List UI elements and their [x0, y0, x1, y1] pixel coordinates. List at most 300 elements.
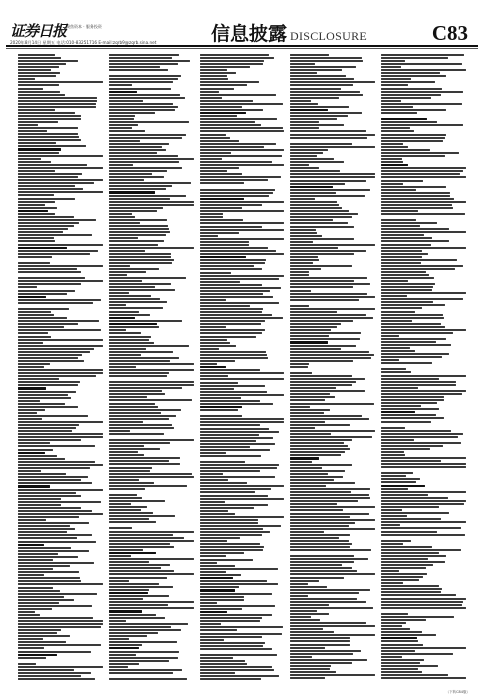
text-line: [109, 604, 168, 606]
text-line: [381, 405, 421, 407]
text-line: [381, 66, 401, 68]
text-line: [290, 488, 370, 490]
text-line: [381, 628, 410, 630]
text-line: [381, 301, 433, 303]
text-line: [290, 668, 330, 670]
text-line: [290, 115, 348, 117]
text-line: [109, 75, 181, 77]
text-line: [290, 247, 338, 249]
text-line: [18, 439, 81, 441]
text-line: [18, 418, 42, 420]
text-line: [200, 256, 247, 258]
text-line: [109, 118, 135, 120]
text-line: [18, 608, 52, 610]
text-line: [18, 602, 59, 604]
text-line: [109, 457, 180, 459]
text-line: [200, 106, 242, 108]
text-line: [290, 140, 337, 142]
text-line: [290, 396, 334, 398]
text-line: [381, 390, 466, 392]
text-line: [18, 479, 81, 481]
text-line: [381, 579, 418, 581]
text-line: [381, 478, 419, 480]
text-line: [200, 143, 277, 145]
text-line: [18, 470, 41, 472]
text-line: [109, 277, 187, 279]
text-line: [290, 534, 350, 536]
text-line: [200, 540, 228, 542]
text-line: [290, 640, 349, 642]
text-line: [290, 516, 350, 518]
text-line: [18, 103, 96, 105]
text-line: [109, 409, 181, 411]
text-line: [381, 356, 442, 358]
text-line: [18, 296, 46, 298]
text-line: [18, 194, 54, 196]
text-line: [109, 301, 168, 303]
text-line: [290, 589, 369, 591]
text-line: [290, 326, 337, 328]
text-line: [381, 582, 403, 584]
text-line: [109, 137, 182, 139]
text-line: [200, 290, 271, 292]
text-line: [200, 491, 255, 493]
text-line: [290, 244, 375, 246]
text-line: [18, 268, 77, 270]
text-line: [200, 284, 262, 286]
text-line: [290, 109, 327, 111]
text-line: [290, 522, 355, 524]
text-line: [200, 146, 265, 148]
text-line: [290, 280, 354, 282]
text-line: [381, 81, 435, 83]
text-line: [200, 608, 243, 610]
text-line: [290, 253, 354, 255]
text-line: [290, 399, 325, 401]
text-line: [290, 345, 355, 347]
text-line: [109, 366, 136, 368]
text-line: [109, 546, 174, 548]
text-line: [381, 417, 444, 419]
text-line: [200, 378, 285, 380]
text-line: [290, 622, 366, 624]
page-code: C83: [431, 21, 468, 45]
text-line: [109, 115, 135, 117]
text-line: [290, 552, 309, 554]
text-line: [18, 391, 76, 393]
text-line: [290, 201, 336, 203]
text-line: [381, 430, 451, 432]
text-line: [200, 189, 275, 191]
text-line: [18, 476, 88, 478]
text-line: [381, 60, 405, 62]
text-line: [109, 191, 155, 193]
text-line: [200, 232, 239, 234]
text-line: [200, 412, 224, 414]
text-line: [200, 403, 274, 405]
text-line: [290, 103, 317, 105]
text-line: [290, 381, 356, 383]
text-line: [18, 133, 78, 135]
text-line: [18, 629, 61, 631]
text-line: [18, 473, 66, 475]
text-line: [109, 130, 145, 132]
text-line: [290, 580, 318, 582]
text-line: [18, 593, 97, 595]
text-line: [18, 412, 37, 414]
text-line: [290, 167, 319, 169]
text-line: [18, 247, 67, 249]
text-line: [200, 629, 238, 631]
text-line: [18, 599, 74, 601]
text-line: [381, 329, 466, 331]
text-line: [109, 307, 163, 309]
text-line: [200, 421, 285, 423]
text-line: [18, 611, 35, 613]
text-line: [200, 633, 283, 635]
text-line: [381, 445, 443, 447]
text-line: [381, 341, 436, 343]
text-line: [18, 305, 95, 307]
text-line: [381, 69, 466, 71]
text-line: [18, 351, 90, 353]
text-line: [109, 320, 182, 322]
text-line: [200, 666, 272, 668]
text-line: [109, 78, 178, 80]
text-line: [200, 342, 231, 344]
text-line: [290, 192, 336, 194]
text-line: [381, 466, 466, 468]
text-line: [18, 565, 70, 567]
text-line: [18, 580, 81, 582]
text-line: [290, 271, 309, 273]
text-line: [18, 222, 79, 224]
text-line: [290, 332, 360, 334]
text-line: [18, 78, 35, 80]
text-line: [381, 222, 437, 224]
text-line: [381, 115, 459, 117]
text-line: [290, 628, 323, 630]
text-line: [18, 519, 46, 521]
text-line: [109, 81, 173, 83]
text-line: [18, 577, 80, 579]
text-line: [381, 237, 432, 239]
text-line: [290, 369, 359, 371]
text-line: [109, 326, 160, 328]
text-line: [381, 277, 434, 279]
text-line: [18, 308, 69, 310]
text-line: [18, 170, 55, 172]
text-line: [200, 296, 274, 298]
text-line: [200, 363, 217, 365]
text-line: [200, 507, 255, 509]
text-line: [200, 485, 284, 487]
text-line: [109, 378, 181, 380]
text-line: [290, 525, 348, 527]
text-line: [290, 424, 350, 426]
text-line: [18, 675, 81, 677]
text-line: [290, 650, 361, 652]
text-line: [290, 461, 311, 463]
text-line: [381, 448, 429, 450]
text-line: [381, 195, 450, 197]
text-line: [381, 186, 446, 188]
text-line: [200, 323, 262, 325]
text-line: [18, 363, 50, 365]
text-line: [18, 394, 68, 396]
text-line: [109, 384, 194, 386]
text-line: [290, 296, 375, 298]
text-line: [381, 457, 466, 459]
text-line: [18, 651, 91, 653]
text-line: [18, 400, 40, 402]
text-line: [18, 72, 60, 74]
text-line: [200, 176, 281, 178]
text-line: [290, 226, 353, 228]
text-line: [290, 470, 345, 472]
section-title: [211, 19, 367, 46]
text-line: [109, 403, 156, 405]
text-line: [200, 134, 226, 136]
text-line: [381, 158, 402, 160]
text-line: [290, 124, 344, 126]
text-line: [381, 601, 463, 603]
text-line: [290, 204, 339, 206]
text-line: [290, 164, 308, 166]
text-line: [381, 146, 408, 148]
text-line: [290, 134, 375, 136]
text-line: [18, 632, 57, 634]
text-line: [200, 555, 227, 557]
text-line: [18, 360, 84, 362]
text-line: [200, 549, 263, 551]
text-line: [381, 454, 405, 456]
text-line: [381, 451, 404, 453]
text-line: [109, 304, 126, 306]
text-line: [18, 562, 94, 564]
text-line: [18, 556, 78, 558]
text-line: [200, 329, 265, 331]
text-line: [290, 75, 346, 77]
text-line: [109, 567, 161, 569]
text-line: [200, 543, 261, 545]
text-line: [381, 210, 418, 212]
text-line: [381, 414, 435, 416]
text-line: [200, 112, 246, 114]
text-line: [18, 467, 90, 469]
text-line: [109, 345, 190, 347]
text-line: [200, 642, 265, 644]
text-line: [290, 671, 336, 673]
text-line: [381, 677, 466, 679]
text-line: [290, 219, 333, 221]
text-line: [381, 365, 464, 367]
text-line: [200, 121, 255, 123]
text-line: [109, 663, 139, 665]
text-line: [18, 492, 76, 494]
text-line: [290, 409, 330, 411]
text-line: [18, 130, 47, 132]
text-line: [381, 573, 427, 575]
text-line: [381, 549, 461, 551]
text-line: [290, 546, 350, 548]
text-line: [200, 219, 243, 221]
text-line: [200, 476, 276, 478]
text-line: [18, 489, 103, 491]
text-line: [18, 283, 81, 285]
text-line: [290, 63, 315, 65]
text-line: [18, 531, 67, 533]
text-line: [290, 143, 352, 145]
text-line: [109, 638, 129, 640]
text-line: [200, 467, 278, 469]
text-line: [109, 207, 164, 209]
text-line: [18, 127, 78, 129]
text-line: [18, 354, 82, 356]
text-line: [109, 268, 159, 270]
text-line: [109, 424, 172, 426]
text-line: [18, 436, 103, 438]
text-line: [18, 345, 103, 347]
text-line: [109, 558, 194, 560]
text-line: [200, 244, 250, 246]
text-line: [109, 298, 161, 300]
text-line: [18, 191, 103, 193]
text-line: [18, 498, 61, 500]
text-line: [18, 91, 60, 93]
text-line: [200, 149, 285, 151]
text-line: [200, 531, 270, 533]
text-line: [381, 192, 450, 194]
text-line: [381, 256, 422, 258]
text-line: [18, 445, 95, 447]
text-line: [381, 665, 438, 667]
text-line: [109, 112, 155, 114]
text-line: [381, 320, 412, 322]
text-line: [381, 475, 406, 477]
text-line: [18, 635, 70, 637]
text-line: [290, 357, 371, 359]
text-line: [200, 446, 251, 448]
text-line: [290, 176, 375, 178]
text-line: [381, 644, 423, 646]
text-line: [18, 336, 51, 338]
text-line: [109, 614, 156, 616]
text-line: [109, 500, 166, 502]
text-line: [290, 583, 307, 585]
text-line: [200, 455, 262, 457]
text-line: [109, 195, 186, 197]
text-line: [109, 629, 181, 631]
text-line: [18, 75, 56, 77]
text-line: [18, 672, 91, 674]
text-line: [200, 458, 250, 460]
text-line: [290, 644, 350, 646]
text-line: [109, 158, 194, 160]
text-line: [381, 274, 429, 276]
text-line: [109, 610, 142, 612]
text-line: [381, 219, 415, 221]
text-line: [200, 317, 283, 319]
text-line: [381, 500, 466, 502]
text-line: [18, 605, 92, 607]
text-line: [290, 451, 345, 453]
text-line: [109, 521, 156, 523]
text-line: [381, 527, 461, 529]
text-line: [381, 140, 443, 142]
text-line: [290, 403, 374, 405]
text-line: [109, 60, 190, 62]
text-line: [18, 590, 60, 592]
text-line: [381, 152, 459, 154]
text-line: [200, 437, 274, 439]
text-line: [200, 636, 263, 638]
text-line: [381, 91, 463, 93]
text-line: [18, 274, 80, 276]
text-line: [109, 488, 145, 490]
text-line: [18, 155, 103, 157]
text-line: [18, 201, 55, 203]
text-line: [109, 421, 143, 423]
text-line: [109, 84, 132, 86]
text-line: [200, 118, 277, 120]
text-line: [109, 460, 169, 462]
text-line: [290, 54, 329, 56]
text-line: [381, 326, 445, 328]
text-line: [200, 268, 262, 270]
text-line: [109, 280, 143, 282]
text-line: [290, 531, 324, 533]
text-line: [18, 406, 78, 408]
text-line: [200, 69, 227, 71]
text-line: [18, 375, 96, 377]
text-line: [381, 231, 466, 233]
text-line: [109, 121, 189, 123]
text-line: [381, 463, 466, 465]
text-line: [109, 393, 165, 395]
text-line: [109, 286, 155, 288]
text-line: [18, 210, 48, 212]
text-line: [18, 654, 57, 656]
text-line: [200, 173, 242, 175]
text-line: [18, 198, 75, 200]
text-line: [290, 232, 317, 234]
text-line: [381, 155, 445, 157]
text-line: [200, 170, 228, 172]
text-line: [18, 231, 63, 233]
text-line: [381, 616, 454, 618]
text-line: [109, 660, 169, 662]
text-line: [200, 571, 226, 573]
text-line: [381, 576, 423, 578]
text-line: [290, 625, 374, 627]
text-line: [18, 458, 65, 460]
text-line: [200, 428, 270, 430]
text-line: [290, 634, 375, 636]
text-line: [290, 442, 343, 444]
text-line: [18, 124, 38, 126]
text-line: [200, 262, 265, 264]
text-line: [200, 620, 260, 622]
text-line: [109, 626, 172, 628]
text-line: [109, 540, 194, 542]
text-line: [290, 418, 369, 420]
text-line: [290, 112, 362, 114]
text-line: [290, 161, 344, 163]
text-line: [200, 611, 228, 613]
text-line: [109, 436, 186, 438]
text-line: [381, 497, 448, 499]
